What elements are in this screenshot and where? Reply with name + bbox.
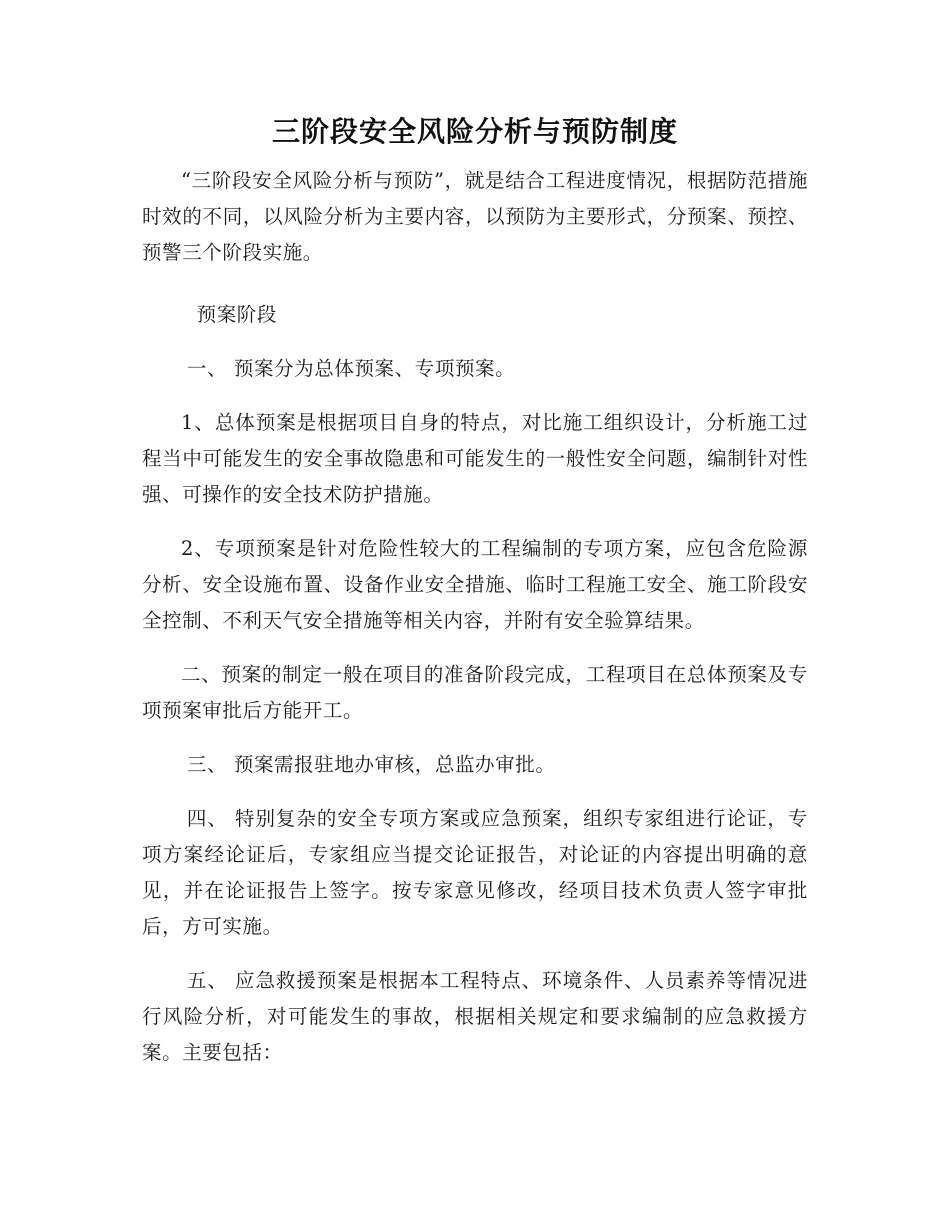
paragraph-general-plan: 1、总体预案是根据项目自身的特点，对比施工组织设计，分析施工过程当中可能发生的安全事故隐患和可能发生的一般性安全问题，编制针对性强、可操作的安全技术防护措施。 [142,411,808,506]
document-title: 三阶段安全风险分析与预防制度 [271,115,678,148]
paragraph-item-1: 一、 预案分为总体预案、专项预案。 [186,357,516,380]
paragraph-item-5: 五、 应急救援预案是根据本工程特点、环境条件、人员素养等情况进行风险分析，对可能发生的事故，根据相关规定和要求编制的应急救援方案。主要包括： [142,969,808,1064]
paragraph-item-2: 二、预案的制定一般在项目的准备阶段完成，工程项目在总体预案及专项预案审批后方能开工。 [142,663,808,722]
paragraph-special-plan: 2、专项预案是针对危险性较大的工程编制的专项方案，应包含危险源分析、安全设施布置、设备作业安全措施、临时工程施工安全、施工阶段安全控制、不利天气安全措施等相关内容，并附有安全验算结果。 [142,537,808,632]
paragraph-item-3: 三、 预案需报驻地办审核，总监办审批。 [186,753,556,776]
section-heading-plan-stage: 预案阶段 [196,303,277,326]
intro-paragraph: “三阶段安全风险分析与预防”，就是结合工程进度情况，根据防范措施时效的不同，以风险分析为主要内容，以预防为主要形式，分预案、预控、预警三个阶段实施。 [142,169,808,264]
paragraph-item-4: 四、 特别复杂的安全专项方案或应急预案，组织专家组进行论证，专项方案经论证后，专家组应当提交论证报告，对论证的内容提出明确的意见，并在论证报告上签字。按专家意见修改，经项目技术负责人签字审批后，方可实施。 [142,807,808,938]
document-body [142,163,808,1089]
